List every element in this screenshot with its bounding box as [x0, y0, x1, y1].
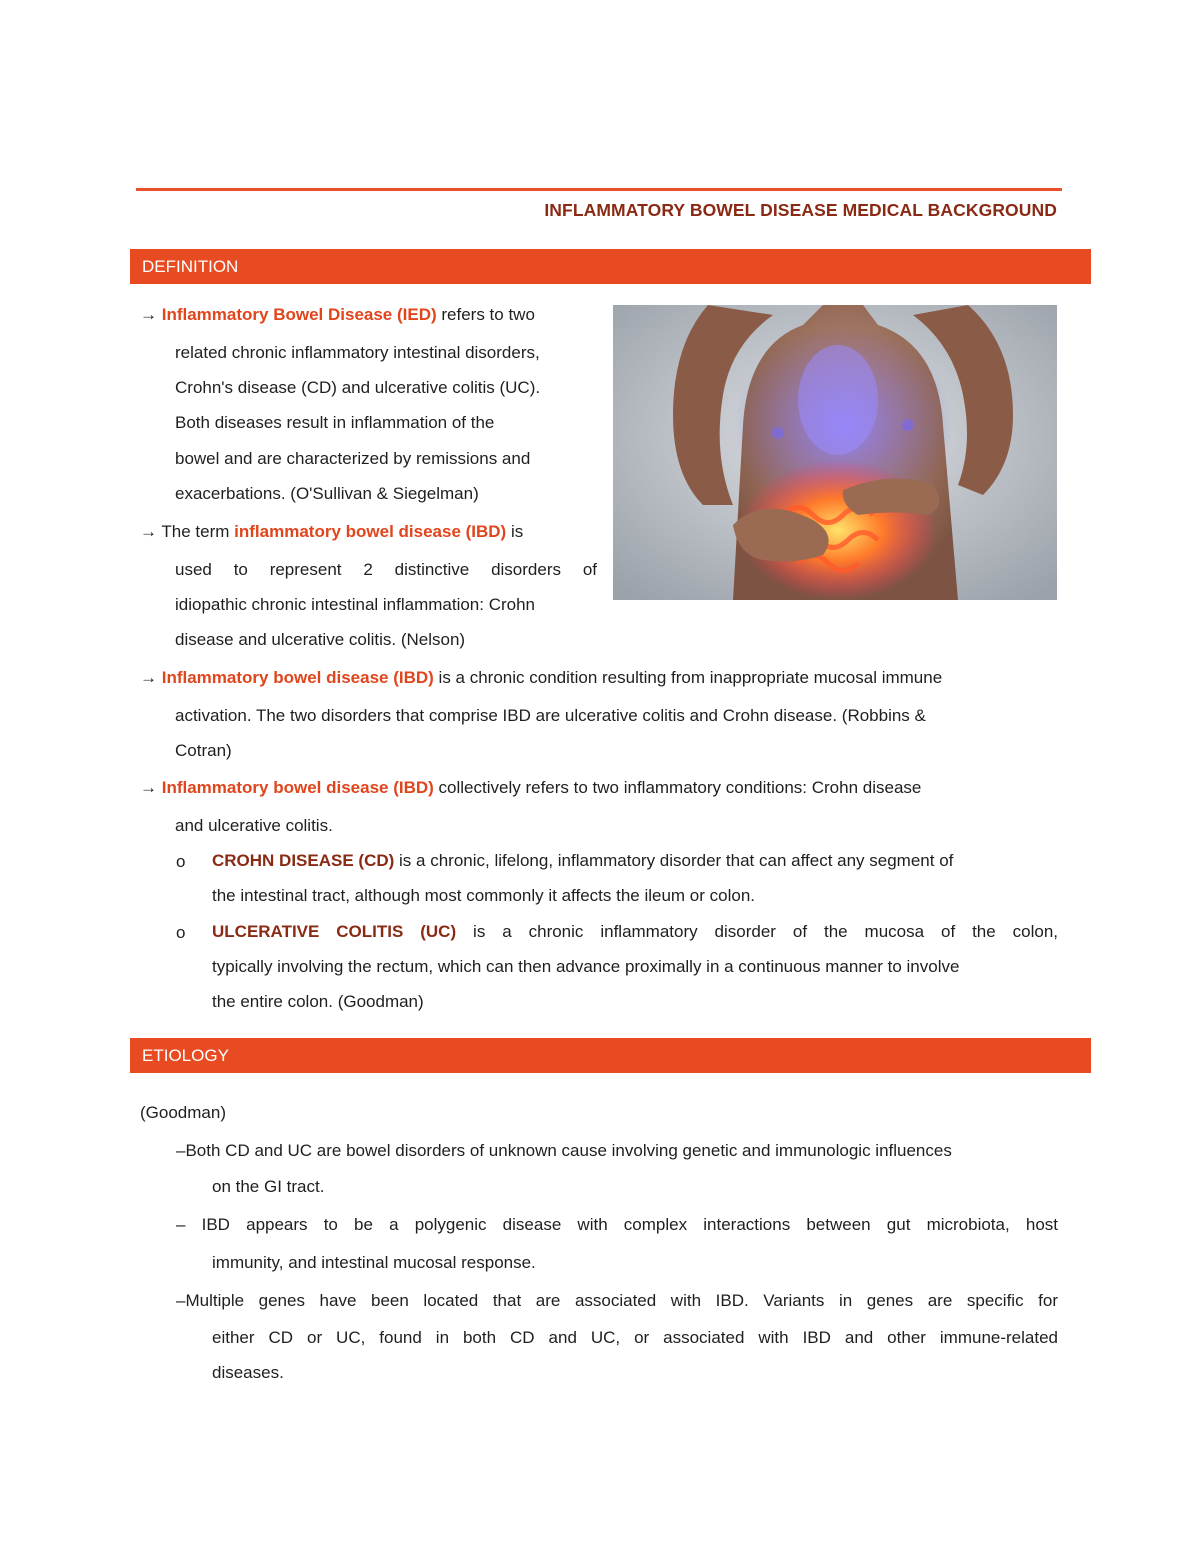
text-span: is a chronic condition resulting from inappropriate mucosal immune	[433, 668, 943, 687]
term-ibd: Inflammatory Bowel Disease (IED)	[161, 305, 437, 324]
sub-bullet-crohn	[212, 851, 953, 871]
text-span: Multiple genes have been located that are associated with IBD. Variants in genes are specific for	[185, 1291, 1058, 1310]
etiology-section-bar	[130, 1038, 1091, 1073]
term-uc: ULCERATIVE COLITIS (UC)	[212, 922, 457, 941]
text-line: typically involving the rectum, which can then advance proximally in a continuous manner to involve	[212, 957, 960, 976]
text-line: used to represent 2 distinctive disorders of	[175, 560, 597, 579]
arrow-icon: →	[140, 778, 157, 797]
text-line: activation. The two disorders that comprise IBD are ulcerative colitis and Crohn disease. (Robbins &	[175, 706, 926, 725]
text-line: idiopathic chronic intestinal inflammation: Crohn	[175, 595, 536, 614]
sub-bullet-marker: o	[176, 852, 186, 871]
arrow-icon: →	[140, 668, 157, 687]
text-line: and ulcerative colitis.	[175, 816, 333, 835]
term-ibd: inflammatory bowel disease (IBD)	[234, 522, 507, 541]
text-line: on the GI tract.	[212, 1177, 325, 1196]
abdominal-pain-illustration	[613, 305, 1057, 600]
text-line: bowel and are characterized by remissions and	[175, 449, 531, 468]
text-line: Crohn's disease (CD) and ulcerative colitis (UC).	[175, 378, 541, 397]
etiology-item-1	[176, 1141, 952, 1161]
dash-icon: –	[176, 1141, 186, 1160]
dash-icon: –	[176, 1291, 186, 1310]
text-line: diseases.	[212, 1363, 284, 1382]
arrow-icon: →	[140, 522, 157, 541]
text-span: is	[506, 522, 524, 541]
definition-bullet-1	[140, 305, 535, 325]
etiology-item-2	[176, 1215, 1058, 1235]
sub-bullet-marker: o	[176, 923, 186, 942]
dash-icon: –	[176, 1215, 186, 1234]
term-ibd: Inflammatory bowel disease (IBD)	[161, 668, 434, 687]
text-line: related chronic inflammatory intestinal disorders,	[175, 343, 540, 362]
text-line: Cotran)	[175, 741, 232, 760]
page-title: INFLAMMATORY BOWEL DISEASE MEDICAL BACKGROUND	[544, 200, 1057, 220]
text-line: exacerbations. (O'Sullivan & Siegelman)	[175, 484, 479, 503]
etiology-source: (Goodman)	[140, 1103, 226, 1122]
definition-heading: DEFINITION	[142, 257, 239, 276]
definition-bullet-3	[140, 668, 942, 688]
text-span: collectively refers to two inflammatory conditions: Crohn disease	[433, 778, 922, 797]
text-span: is a chronic inflammatory disorder of the mucosa of the colon,	[456, 922, 1058, 941]
arrow-icon: →	[140, 305, 157, 324]
text-line: immunity, and intestinal mucosal response.	[212, 1253, 536, 1272]
text-span: The term	[157, 522, 235, 541]
header-rule	[136, 188, 1062, 191]
definition-section-bar	[130, 249, 1091, 284]
text-span: refers to two	[436, 305, 535, 324]
text-span: IBD appears to be a polygenic disease with complex interactions between gut microbiota, host	[185, 1215, 1058, 1234]
text-line: either CD or UC, found in both CD and UC, or associated with IBD and other immune-related	[212, 1328, 1058, 1347]
term-crohn: CROHN DISEASE (CD)	[212, 851, 395, 870]
text-line: the entire colon. (Goodman)	[212, 992, 424, 1011]
term-ibd: Inflammatory bowel disease (IBD)	[161, 778, 434, 797]
etiology-heading: ETIOLOGY	[142, 1046, 229, 1065]
text-line: Both diseases result in inflammation of the	[175, 413, 495, 432]
text-span: Both CD and UC are bowel disorders of unknown cause involving genetic and immunologic influences	[185, 1141, 952, 1160]
definition-bullet-2	[140, 522, 598, 542]
etiology-item-3	[176, 1291, 1058, 1311]
text-line: disease and ulcerative colitis. (Nelson)	[175, 630, 466, 649]
text-span: is a chronic, lifelong, inflammatory disorder that can affect any segment of	[394, 851, 954, 870]
text-line: the intestinal tract, although most commonly it affects the ileum or colon.	[212, 886, 756, 905]
definition-bullet-4	[140, 778, 921, 798]
sub-bullet-uc	[212, 922, 1058, 942]
